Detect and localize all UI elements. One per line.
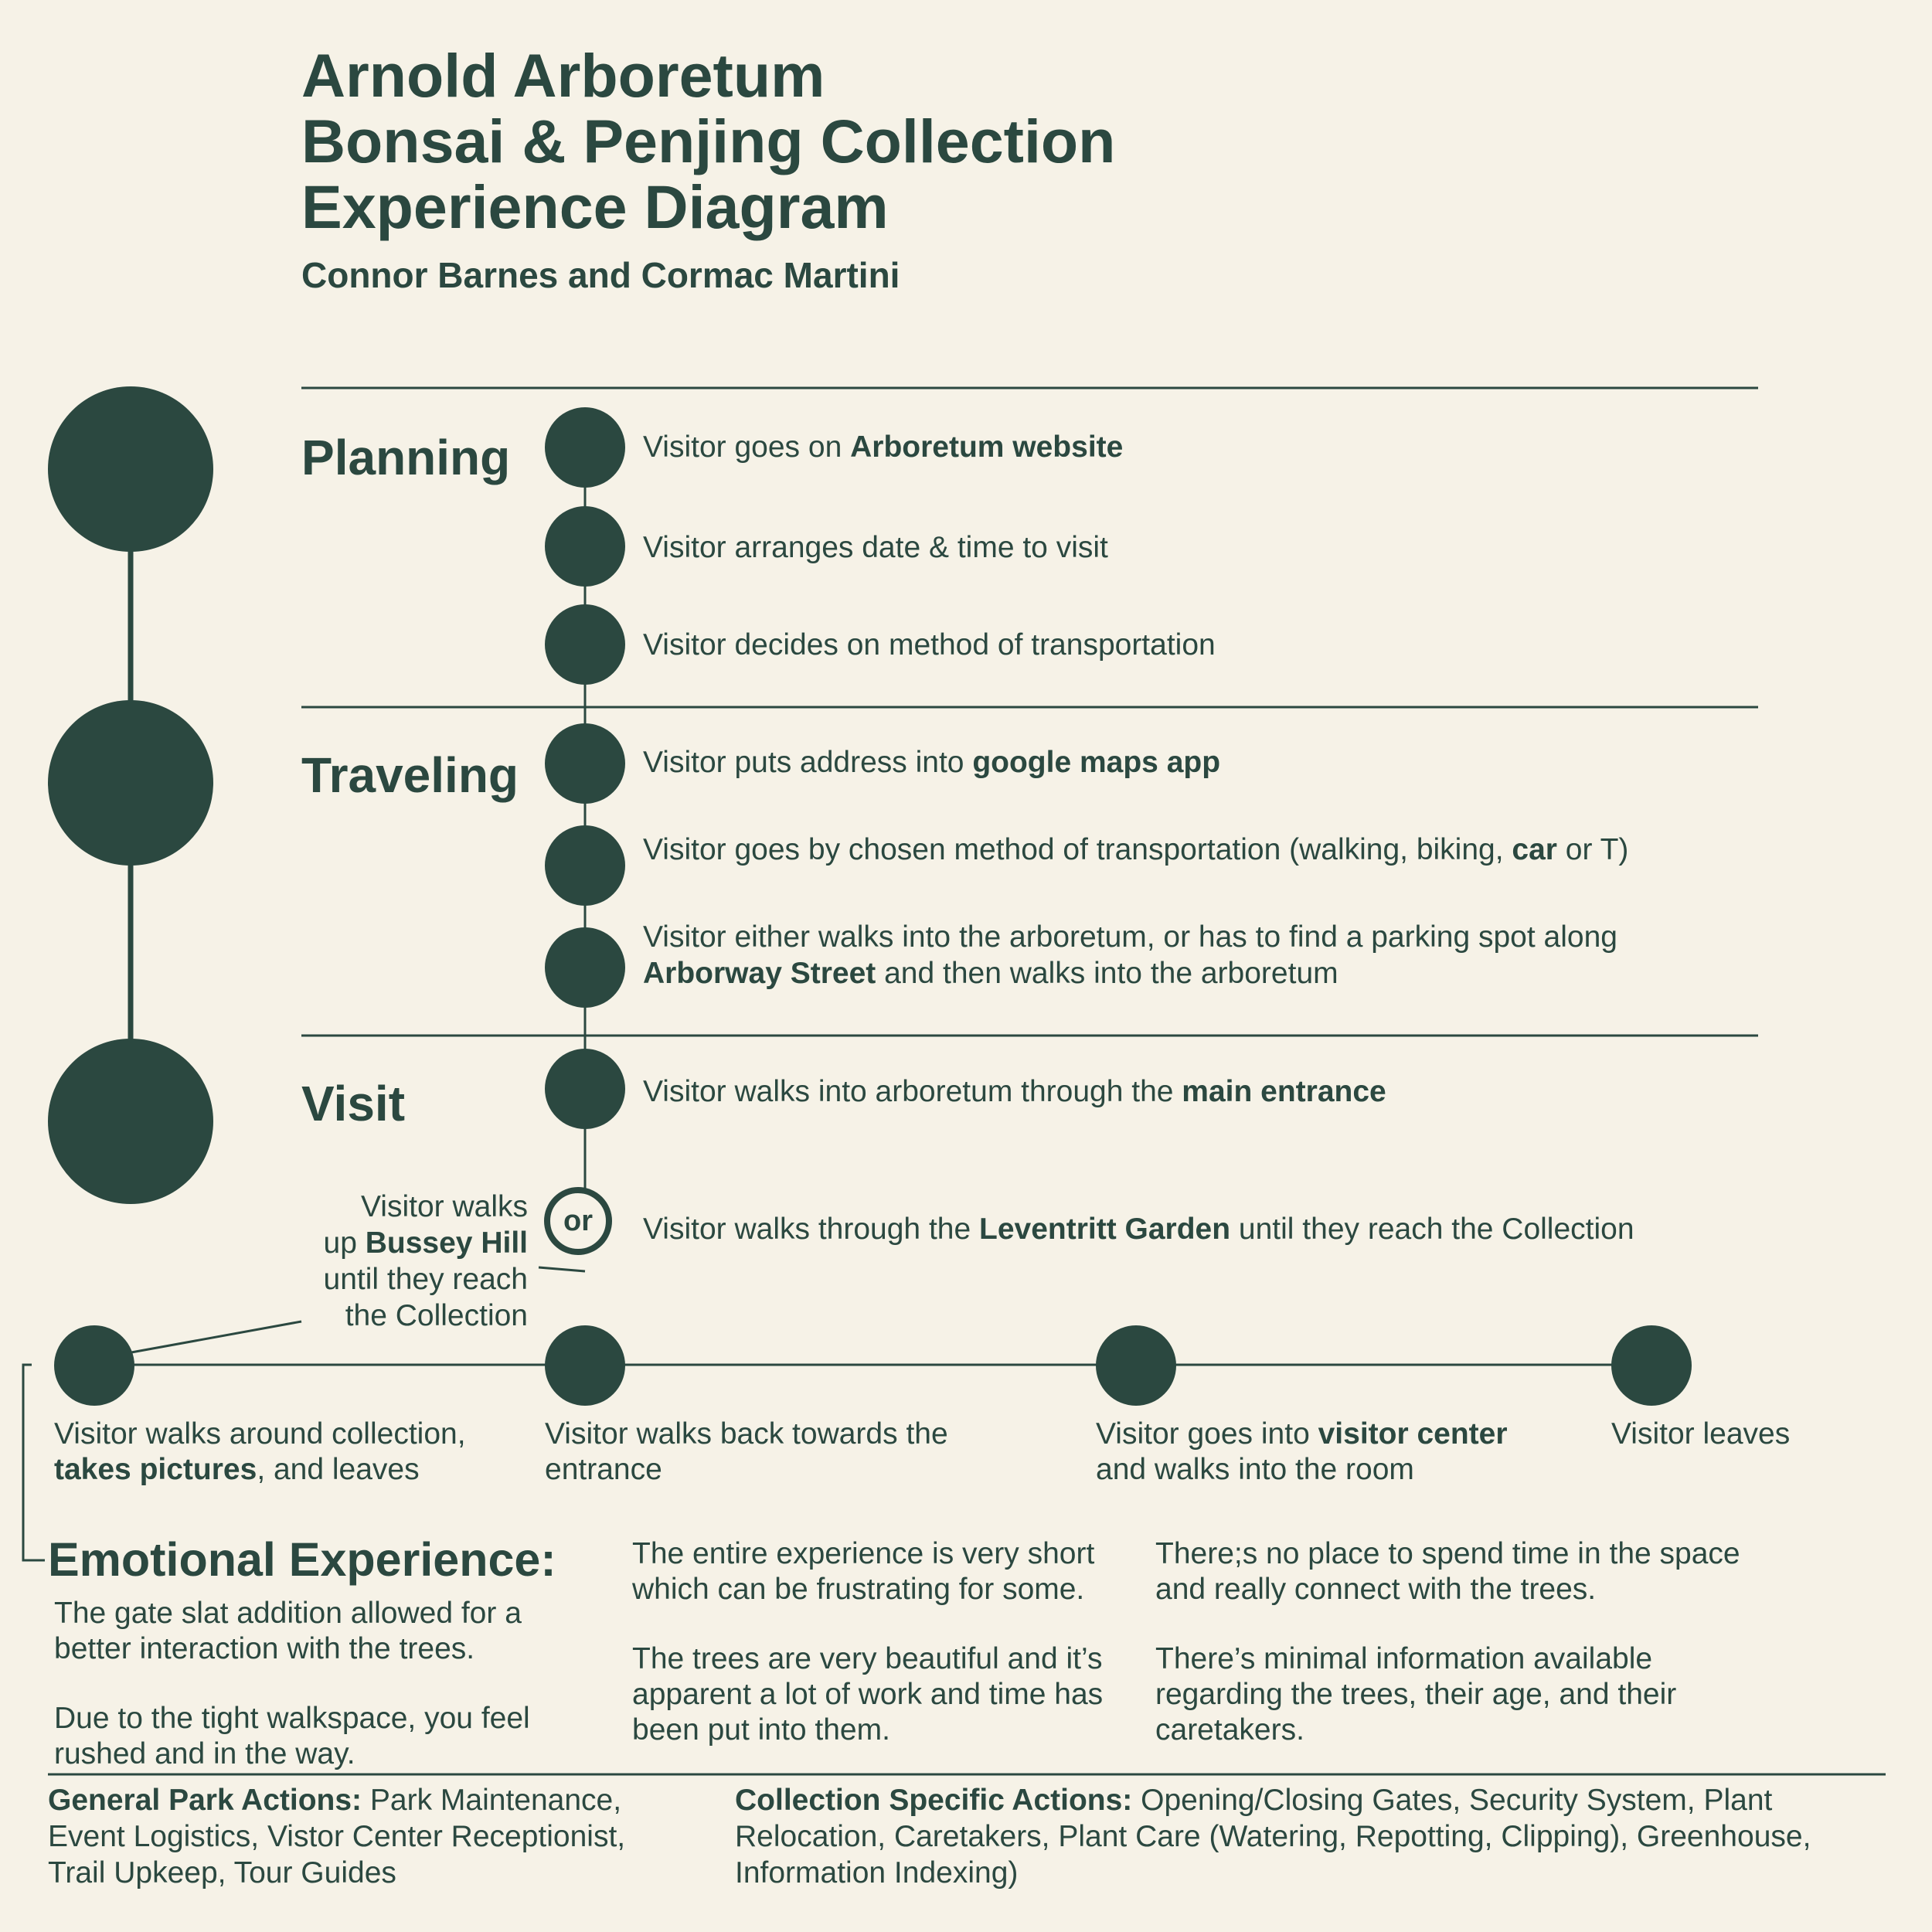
title-line-1: Arnold Arboretum (301, 41, 825, 110)
or-branch-marker: or (544, 1187, 612, 1255)
emotional-note: The trees are very beautiful and it’s apparent a lot of work and time has been put into them. (632, 1642, 1104, 1747)
title-line-3: Experience Diagram (301, 172, 889, 241)
emotional-note: There’s minimal information available regarding the trees, their age, and their caretakers. (1155, 1642, 1677, 1747)
bottom-step-dot (54, 1325, 134, 1406)
alternate-bussey-hill: Visitor walks up Bussey Hill until they reach the Collection (323, 1190, 528, 1332)
step-dot (545, 723, 625, 804)
phase-dot-planning (48, 386, 213, 552)
bottom-step-dot (1096, 1325, 1176, 1406)
step-arboretum-website: Visitor goes on Arboretum website (643, 430, 1124, 464)
authors: Connor Barnes and Cormac Martini (301, 255, 900, 295)
emotional-column-1 (54, 1596, 530, 1806)
step-google-maps: Visitor puts address into google maps app (643, 746, 1221, 779)
emotional-note: Due to the tight walkspace, you feel rushed and in the way. (54, 1702, 530, 1770)
general-park-actions: General Park Actions: Park Maintenance, Event Logistics, Vistor Center Receptionist, Trail Upkeep, Tour Guides (48, 1784, 626, 1889)
bottom-step-take-pictures: Visitor walks around collection, takes pictures, and leaves (54, 1417, 466, 1486)
emotional-bracket (23, 1365, 45, 1560)
collection-specific-actions: Collection Specific Actions: Opening/Closing Gates, Security System, Plant Relocation, Caretakers, Plant Care (Watering, Repotting, Clipping), Greenhouse, Information Indexing) (735, 1784, 1811, 1889)
step-dot (545, 825, 625, 906)
bottom-step-dot (1611, 1325, 1692, 1406)
bottom-step-walk-back: Visitor walks back towards the entrance (545, 1417, 948, 1486)
step-leventritt-garden: Visitor walks through the Leventritt Garden until they reach the Collection (643, 1213, 1634, 1246)
step-parking: Visitor either walks into the arboretum, or has to find a parking spot along Arborway Street and then walks into the arboretum (643, 920, 1617, 990)
phase-dot-visit (48, 1039, 213, 1204)
bottom-step-visitor-center: Visitor goes into visitor center and walks into the room (1096, 1417, 1508, 1486)
title-line-2: Bonsai & Penjing Collection (301, 107, 1116, 175)
step-dot (545, 506, 625, 587)
diagram-title (301, 43, 1115, 240)
step-main-entrance: Visitor walks into arboretum through the main entrance (643, 1075, 1386, 1108)
bottom-step-dot (545, 1325, 625, 1406)
step-dot (545, 604, 625, 685)
step-transportation-choice: Visitor decides on method of transportation (643, 628, 1216, 662)
bottom-step-leaves: Visitor leaves (1611, 1417, 1791, 1451)
step-dot (545, 1049, 625, 1129)
emotional-experience-heading: Emotional Experience: (48, 1533, 556, 1586)
emotional-note: There;s no place to spend time in the space and really connect with the trees. (1155, 1537, 1740, 1606)
step-travel-method: Visitor goes by chosen method of transportation (walking, biking, car or T) (643, 833, 1629, 866)
emotional-note: The gate slat addition allowed for a better interaction with the trees. (54, 1597, 522, 1665)
bussey-hill-leader-2 (131, 1321, 301, 1352)
phase-dot-traveling (48, 700, 213, 866)
phase-label-traveling: Traveling (301, 747, 519, 803)
phase-label-planning: Planning (301, 430, 511, 485)
emotional-note: The entire experience is very short which can be frustrating for some. (632, 1537, 1095, 1606)
emotional-column-3 (1155, 1536, 1740, 1782)
step-dot (545, 927, 625, 1008)
emotional-column-2 (632, 1536, 1103, 1782)
step-dot (545, 407, 625, 488)
step-arrange-date: Visitor arranges date & time to visit (643, 531, 1108, 564)
phase-label-visit: Visit (301, 1076, 405, 1131)
bussey-hill-leader (539, 1267, 585, 1271)
